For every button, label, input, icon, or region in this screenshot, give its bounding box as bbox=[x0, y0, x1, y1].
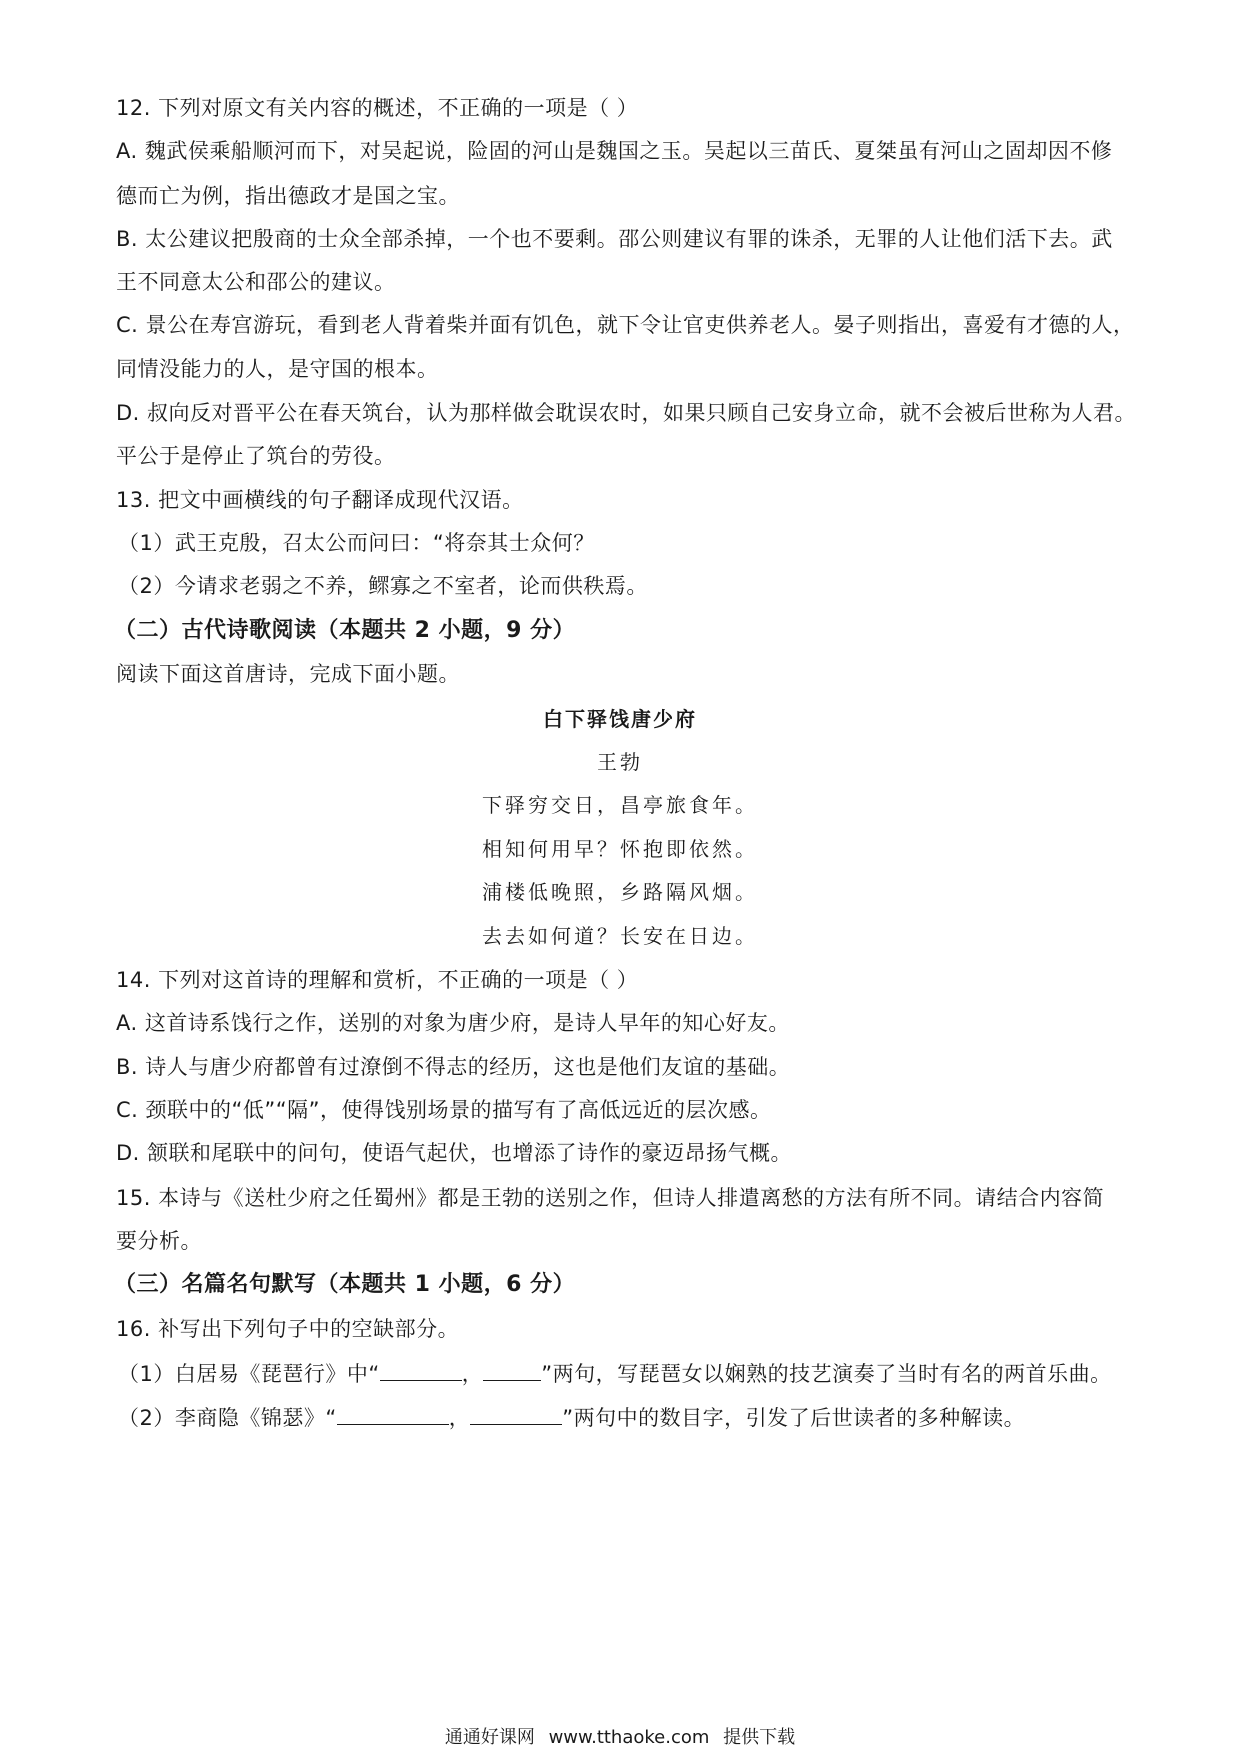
poem-line: 相知何用早？怀抱即依然。 bbox=[482, 837, 758, 861]
q15-line2: 要分析。 bbox=[116, 1229, 202, 1253]
footer-site-name: 通通好课网 bbox=[444, 1727, 535, 1748]
q13-sentence-1: （1）武王克殷，召太公而问曰：“将奈其士众何？ bbox=[118, 531, 595, 555]
q12-stem: 12. 下列对原文有关内容的概述，不正确的一项是（ ） bbox=[116, 96, 639, 120]
q12-option-c-line1: C. 景公在寿宫游玩，看到老人背着柴并面有饥色，就下令让官吏供养老人。晏子则指出，喜爱有才德的人， bbox=[116, 313, 1135, 337]
poem-line: 下驿穷交日，昌亭旅食年。 bbox=[482, 793, 758, 817]
poem-author: 王勃 bbox=[597, 750, 643, 774]
q13-sentence-2: （2）今请求老弱之不养，鳏寡之不室者，论而供秩焉。 bbox=[118, 574, 648, 598]
q12-option-d-line1: D. 叔向反对晋平公在春天筑台，认为那样做会耽误农时，如果只顾自己安身立命，就不会被后世称为人君。 bbox=[116, 401, 1137, 425]
q13-stem: 13. 把文中画横线的句子翻译成现代汉语。 bbox=[116, 488, 524, 512]
q16-item-1-separator: ， bbox=[461, 1362, 484, 1386]
q12-option-a-line2: 德而亡为例，指出德政才是国之宝。 bbox=[116, 184, 460, 208]
section-2-intro: 阅读下面这首唐诗，完成下面小题。 bbox=[116, 662, 460, 686]
q12-option-b-line2: 王不同意太公和邵公的建议。 bbox=[116, 270, 396, 294]
q15-line1: 15. 本诗与《送杜少府之任蜀州》都是王勃的送别之作，但诗人排遣离愁的方法有所不同。请结合内容简 bbox=[116, 1186, 1105, 1210]
q16-item-1 bbox=[118, 1358, 1128, 1389]
q14-option-a: A. 这首诗系饯行之作，送别的对象为唐少府，是诗人早年的知心好友。 bbox=[116, 1011, 790, 1035]
q16-item-1-prefix: （1）白居易《琵琶行》中“ bbox=[118, 1362, 380, 1386]
answer-blank[interactable] bbox=[483, 1358, 541, 1381]
q14-stem: 14. 下列对这首诗的理解和赏析，不正确的一项是（ ） bbox=[116, 968, 639, 992]
answer-blank[interactable] bbox=[337, 1402, 449, 1425]
q16-item-2-prefix: （2）李商隐《锦瑟》“ bbox=[118, 1406, 337, 1430]
footer-note: 提供下载 bbox=[723, 1727, 796, 1748]
q16-item-2 bbox=[118, 1402, 1128, 1433]
page-footer bbox=[0, 1727, 1240, 1749]
q16-item-1-suffix: ”两句，写琵琶女以娴熟的技艺演奏了当时有名的两首乐曲。 bbox=[541, 1362, 1112, 1386]
answer-blank[interactable] bbox=[380, 1358, 462, 1381]
q14-option-c: C. 颈联中的“低”“隔”，使得饯别场景的描写有了高低远近的层次感。 bbox=[116, 1098, 772, 1122]
q12-option-b-line1: B. 太公建议把殷商的士众全部杀掉，一个也不要剩。邵公则建议有罪的诛杀，无罪的人让他们活下去。武 bbox=[116, 227, 1113, 251]
q12-option-d-line2: 平公于是停止了筑台的劳役。 bbox=[116, 444, 396, 468]
q16-item-2-separator: ， bbox=[448, 1406, 471, 1430]
poem-line: 去去如何道？长安在日边。 bbox=[482, 924, 758, 948]
q14-option-b: B. 诗人与唐少府都曾有过潦倒不得志的经历，这也是他们友谊的基础。 bbox=[116, 1055, 791, 1079]
section-2-heading: （二）古代诗歌阅读（本题共 2 小题，9 分） bbox=[114, 618, 576, 643]
poem-title: 白下驿饯唐少府 bbox=[543, 707, 697, 731]
q16-item-2-suffix: ”两句中的数目字，引发了后世读者的多种解读。 bbox=[562, 1406, 1026, 1430]
answer-blank[interactable] bbox=[470, 1402, 562, 1425]
q12-option-c-line2: 同情没能力的人，是守国的根本。 bbox=[116, 357, 439, 381]
footer-url[interactable]: www.tthaoke.com bbox=[548, 1727, 710, 1748]
q16-stem: 16. 补写出下列句子中的空缺部分。 bbox=[116, 1317, 460, 1341]
q14-option-d: D. 颔联和尾联中的问句，使语气起伏，也增添了诗作的豪迈昂扬气概。 bbox=[116, 1141, 793, 1165]
poem-line: 浦楼低晚照，乡路隔风烟。 bbox=[482, 880, 758, 904]
q12-option-a-line1: A. 魏武侯乘船顺河而下，对吴起说，险固的河山是魏国之玉。吴起以三苗氏、夏桀虽有河山之固却因不修 bbox=[116, 139, 1113, 163]
section-3-heading: （三）名篇名句默写（本题共 1 小题，6 分） bbox=[114, 1272, 576, 1297]
